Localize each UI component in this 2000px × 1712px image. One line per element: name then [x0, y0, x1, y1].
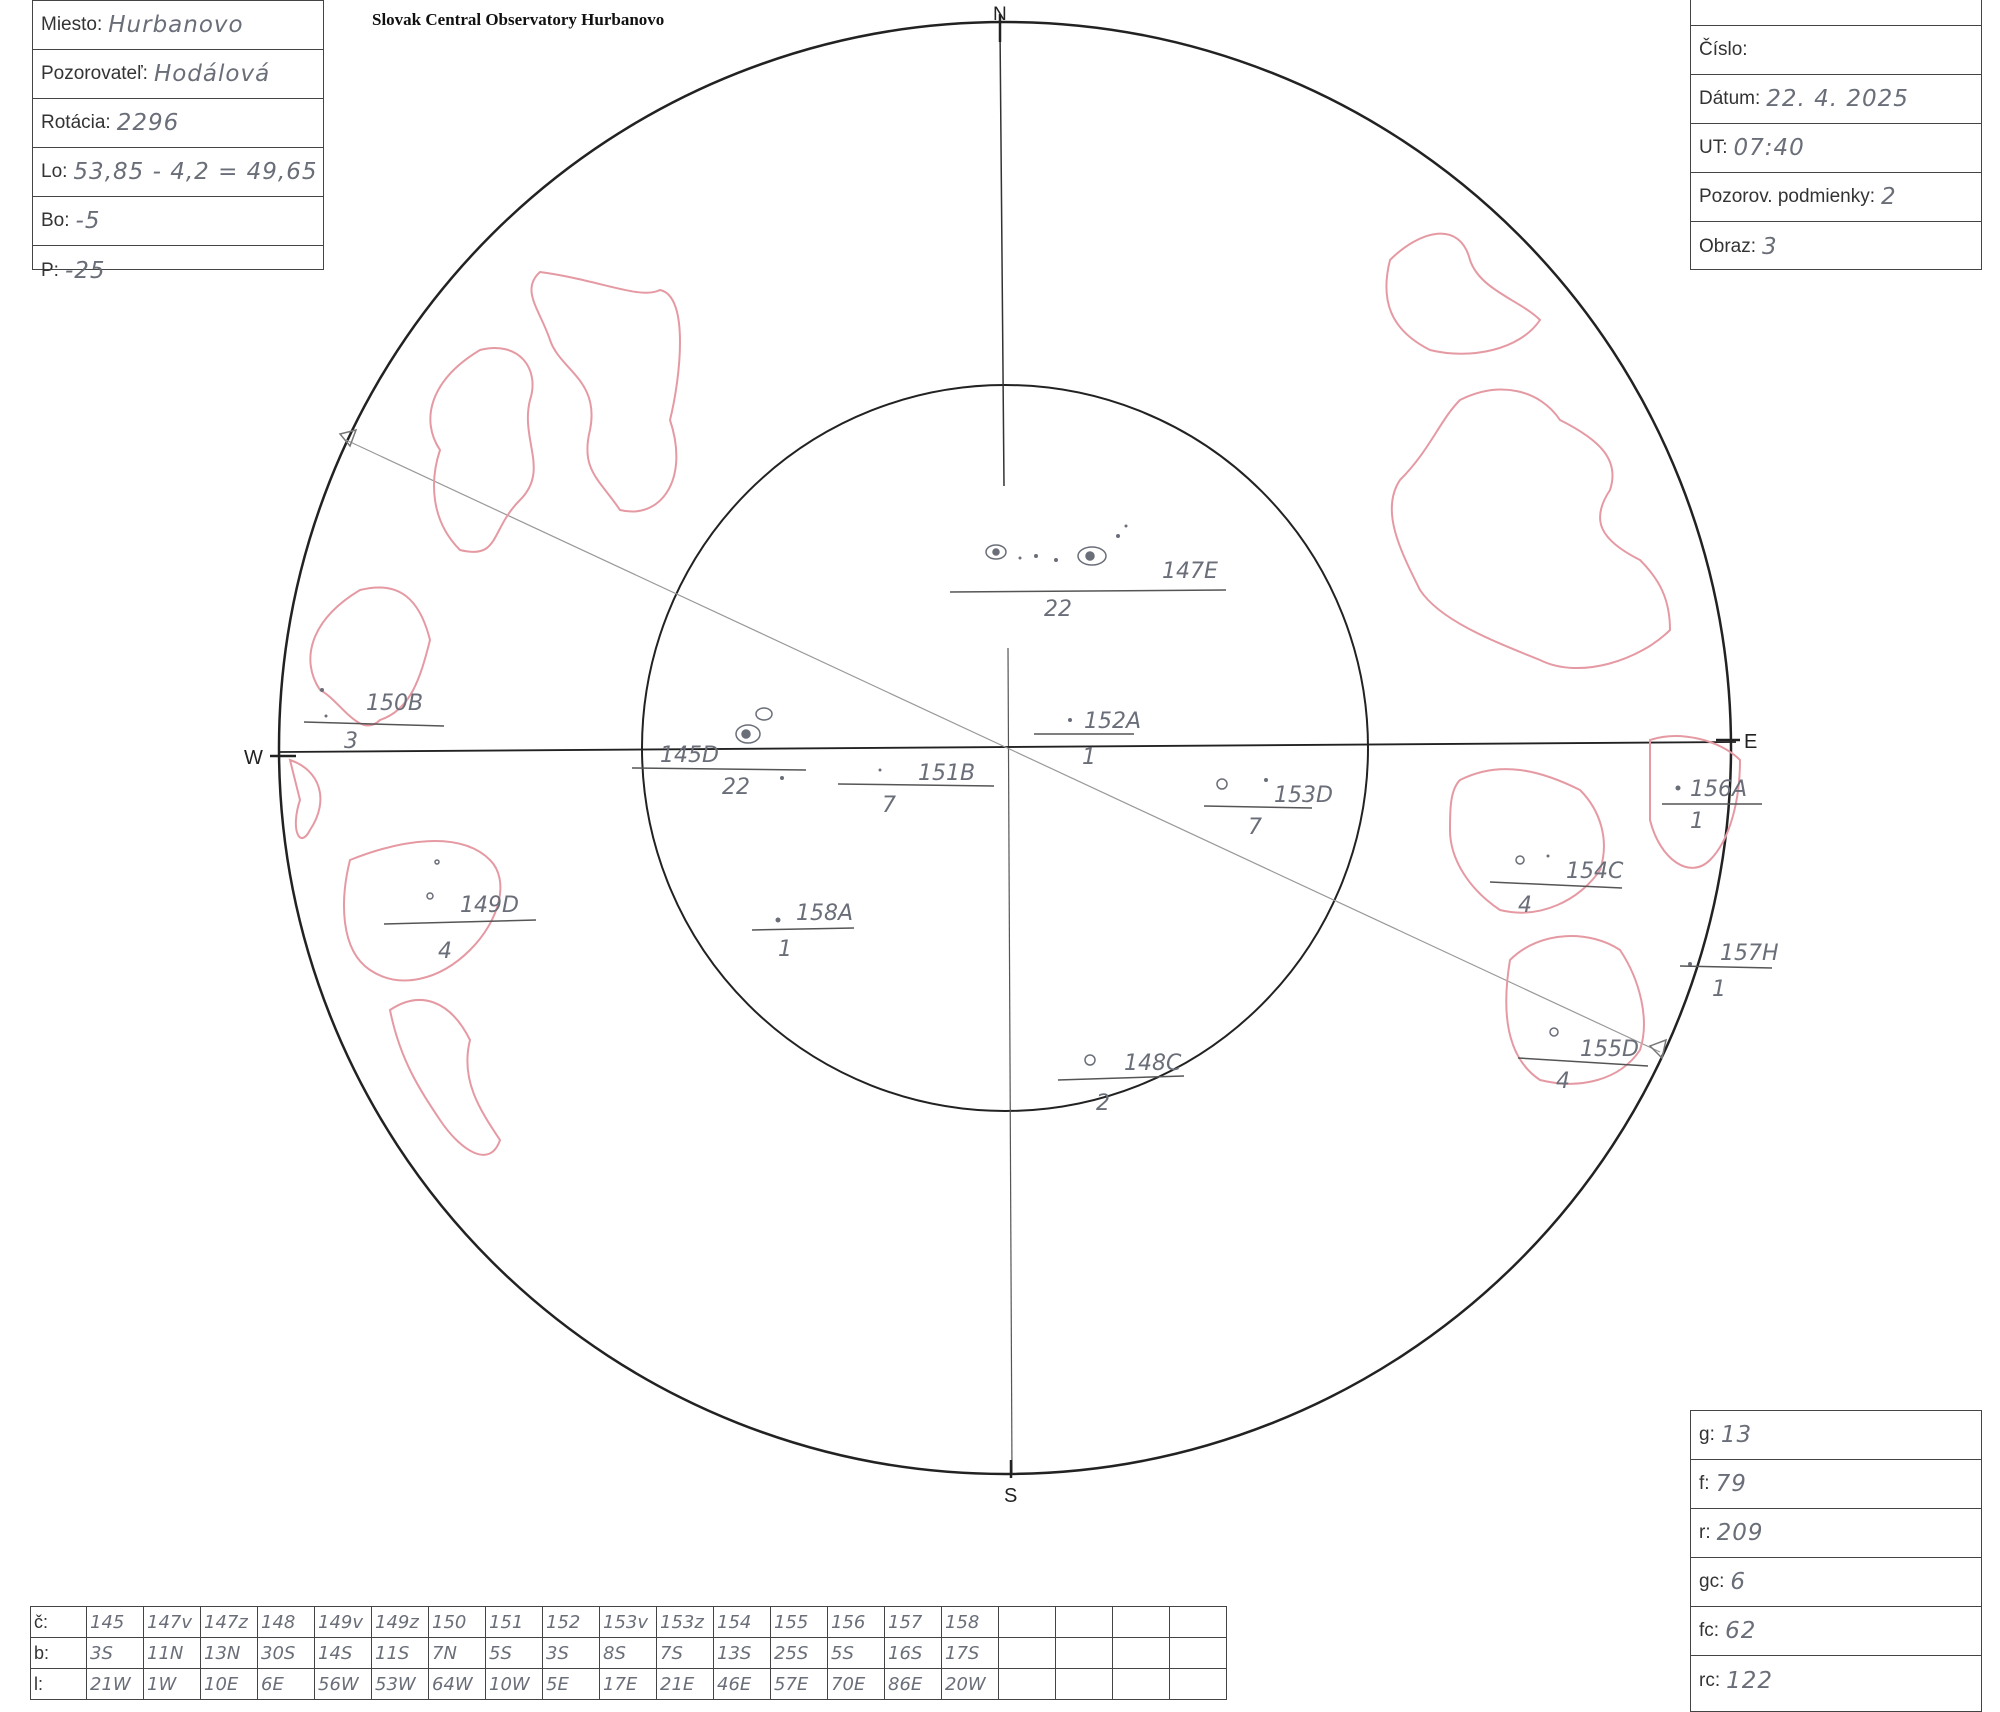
table-cell	[1170, 1638, 1227, 1669]
group-157H-id: 157H	[1720, 941, 1779, 966]
table-cell: 3S	[87, 1638, 144, 1669]
table-cell: 7S	[657, 1638, 714, 1669]
table-cell: 17S	[942, 1638, 999, 1669]
info-right-label: Obraz:	[1699, 235, 1757, 257]
table-cell: 11S	[372, 1638, 429, 1669]
table-cell: 157	[885, 1607, 942, 1638]
table-cell: 17E	[600, 1669, 657, 1700]
sunspot-sketches	[427, 545, 1558, 1065]
table-cell: 5E	[543, 1669, 600, 1700]
table-cell: 156	[828, 1607, 885, 1638]
info-right-label: UT:	[1699, 137, 1728, 158]
table-cell	[1113, 1669, 1170, 1700]
table-cell: 21W	[87, 1669, 144, 1700]
row-label: l:	[31, 1669, 87, 1700]
table-cell	[1056, 1669, 1113, 1700]
table-cell	[999, 1607, 1056, 1638]
table-cell	[1056, 1638, 1113, 1669]
table-cell: 149v	[315, 1607, 372, 1638]
group-147E-id: 147E	[1162, 559, 1218, 584]
stat-label: g:	[1699, 1424, 1715, 1445]
group-labels	[344, 559, 1779, 1116]
table-cell: 5S	[828, 1638, 885, 1669]
info-right-value: 2	[1881, 184, 1897, 210]
info-right-label: Číslo:	[1699, 39, 1748, 60]
stat-value: 209	[1716, 1520, 1764, 1546]
stat-value: 79	[1715, 1471, 1747, 1497]
table-cell: 152	[543, 1607, 600, 1638]
north-label: N	[993, 4, 1007, 25]
table-row	[31, 1638, 1227, 1669]
group-156A-id: 156A	[1690, 777, 1748, 802]
info-right-label: Pozorov. podmienky:	[1699, 186, 1876, 207]
table-cell: 20W	[942, 1669, 999, 1700]
table-row	[31, 1607, 1227, 1638]
group-154C-id: 154C	[1566, 859, 1624, 884]
group-148C-count: 2	[1096, 1091, 1110, 1116]
table-cell: 53W	[372, 1669, 429, 1700]
table-cell: 153v	[600, 1607, 657, 1638]
rotation-axis	[346, 440, 1660, 1052]
table-cell: 70E	[828, 1669, 885, 1700]
group-157H-count: 1	[1712, 977, 1726, 1002]
table-cell	[1170, 1669, 1227, 1700]
table-cell: 13S	[714, 1638, 771, 1669]
info-left-value: -5	[75, 208, 101, 234]
group-153D-id: 153D	[1274, 783, 1333, 808]
table-cell	[1113, 1638, 1170, 1669]
west-label: W	[244, 747, 263, 769]
table-cell: 64W	[429, 1669, 486, 1700]
group-150B-id: 150B	[366, 691, 424, 716]
row-label: b:	[31, 1638, 87, 1669]
info-left-label: Lo:	[41, 161, 68, 182]
group-153D-count: 7	[1248, 815, 1262, 840]
stat-label: gc:	[1699, 1571, 1725, 1592]
group-150B-count: 3	[344, 729, 358, 754]
info-left-label: Rotácia:	[41, 112, 111, 133]
stat-label: r:	[1699, 1522, 1711, 1543]
table-cell: 148	[258, 1607, 315, 1638]
group-151B-count: 7	[882, 793, 896, 818]
east-label: E	[1744, 731, 1758, 753]
group-151B-id: 151B	[918, 761, 976, 786]
table-cell: 86E	[885, 1669, 942, 1700]
table-cell: 57E	[771, 1669, 828, 1700]
row-label: č:	[31, 1607, 87, 1638]
table-cell	[1056, 1607, 1113, 1638]
table-cell: 5S	[486, 1638, 543, 1669]
faculae-outlines	[290, 234, 1740, 1155]
table-cell: 13N	[201, 1638, 258, 1669]
table-cell: 149z	[372, 1607, 429, 1638]
info-left-value: -25	[64, 257, 106, 284]
group-152A-count: 1	[1082, 745, 1096, 770]
table-cell	[1113, 1607, 1170, 1638]
table-cell: 10W	[486, 1669, 543, 1700]
table-cell: 21E	[657, 1669, 714, 1700]
group-156A-count: 1	[1690, 809, 1704, 834]
group-158A-count: 1	[778, 937, 792, 962]
table-cell: 56W	[315, 1669, 372, 1700]
stat-label: f:	[1699, 1473, 1710, 1494]
table-cell: 150	[429, 1607, 486, 1638]
group-148C-id: 148C	[1124, 1051, 1182, 1076]
table-cell	[999, 1638, 1056, 1669]
stat-label: rc:	[1699, 1669, 1721, 1691]
table-cell: 25S	[771, 1638, 828, 1669]
table-cell: 6E	[258, 1669, 315, 1700]
info-left-value: Hodálová	[153, 61, 271, 87]
group-underlines	[304, 590, 1772, 1080]
info-left-label: Bo:	[41, 210, 70, 231]
group-149D-count: 4	[438, 939, 452, 964]
north-axis	[1000, 28, 1004, 486]
stat-value: 62	[1725, 1618, 1757, 1644]
group-155D-id: 155D	[1580, 1037, 1639, 1062]
table-cell: 151	[486, 1607, 543, 1638]
group-158A-id: 158A	[796, 901, 854, 926]
info-right-value: 3	[1762, 233, 1778, 260]
table-cell: 153z	[657, 1607, 714, 1638]
table-cell	[999, 1669, 1056, 1700]
table-cell: 46E	[714, 1669, 771, 1700]
table-cell: 16S	[885, 1638, 942, 1669]
table-cell: 10E	[201, 1669, 258, 1700]
page-title: Slovak Central Observatory Hurbanovo	[372, 10, 665, 29]
table-cell: 147v	[144, 1607, 201, 1638]
group-155D-count: 4	[1556, 1069, 1570, 1094]
table-cell: 1W	[144, 1669, 201, 1700]
stat-value: 6	[1730, 1569, 1746, 1595]
table-cell: 155	[771, 1607, 828, 1638]
info-left-value: 53,85 - 4,2 = 49,65	[73, 159, 318, 185]
south-label: S	[1004, 1485, 1018, 1507]
group-145D-id: 145D	[660, 743, 719, 768]
table-cell: 30S	[258, 1638, 315, 1669]
table-cell: 3S	[543, 1638, 600, 1669]
info-left-label: P:	[41, 259, 59, 281]
table-cell: 147z	[201, 1607, 258, 1638]
info-right-value: 22. 4. 2025	[1766, 86, 1909, 112]
stat-value: 122	[1726, 1667, 1774, 1694]
table-cell: 7N	[429, 1638, 486, 1669]
info-left-label: Pozorovateľ:	[41, 63, 148, 84]
stat-label: fc:	[1699, 1620, 1720, 1641]
info-left-label: Miesto:	[41, 14, 103, 35]
table-cell: 145	[87, 1607, 144, 1638]
table-cell: 154	[714, 1607, 771, 1638]
table-cell	[1170, 1607, 1227, 1638]
group-145D-count: 22	[722, 775, 750, 800]
table-cell: 158	[942, 1607, 999, 1638]
table-cell: 14S	[315, 1638, 372, 1669]
group-147E-count: 22	[1044, 597, 1072, 622]
group-coordinates-table	[30, 1606, 1227, 1700]
solar-limb	[279, 22, 1731, 1474]
group-149D-id: 149D	[460, 893, 519, 918]
info-right-label: Dátum:	[1699, 88, 1761, 109]
stat-value: 13	[1720, 1422, 1753, 1448]
info-left-value: Hurbanovo	[108, 12, 244, 38]
info-right-value: 07:40	[1733, 135, 1805, 161]
group-154C-count: 4	[1518, 893, 1532, 918]
table-cell: 11N	[144, 1638, 201, 1669]
south-axis	[1008, 648, 1012, 1474]
table-cell: 8S	[600, 1638, 657, 1669]
info-left-value: 2296	[116, 110, 180, 136]
table-row	[31, 1669, 1227, 1700]
group-152A-id: 152A	[1084, 709, 1142, 734]
